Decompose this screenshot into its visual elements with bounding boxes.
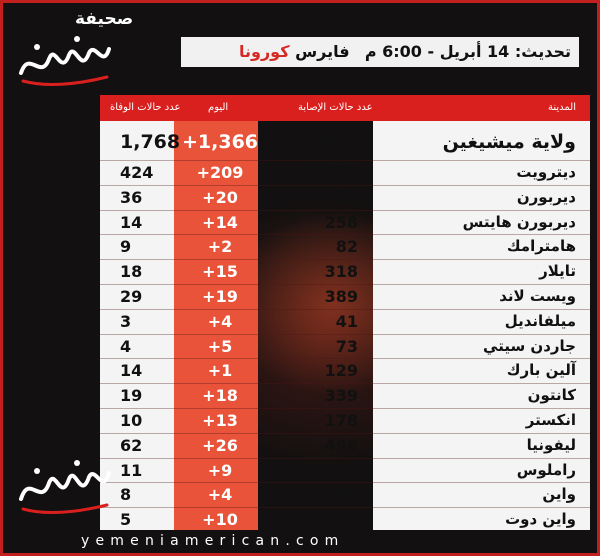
table-row	[100, 260, 590, 284]
city-name: جاردن سيتي	[483, 336, 576, 355]
table-row	[100, 310, 590, 334]
header-deaths: عدد حالات الوفاة	[110, 102, 181, 113]
today-value: +20	[202, 187, 238, 207]
title-name-black: فايرس	[289, 42, 350, 61]
cases-value: 258	[324, 212, 358, 232]
cases-value: 318	[324, 262, 358, 282]
today-value: +19	[202, 287, 238, 306]
city-name: ويست لاند	[499, 287, 576, 305]
cases-value: 73	[335, 336, 358, 356]
table-row	[100, 161, 590, 185]
cases-value: 339	[324, 386, 358, 406]
city-name: ديربورن هايتس	[462, 212, 576, 231]
deaths-value: 11	[120, 460, 143, 480]
today-value: +10	[202, 510, 238, 530]
today-value: +15	[202, 262, 238, 282]
city-name: كانتون	[527, 386, 576, 405]
today-value: +1	[207, 361, 233, 381]
today-value: +14	[202, 212, 238, 232]
cases-value: 27,001	[284, 131, 358, 153]
today-value: +1,366	[182, 131, 259, 153]
deaths-value: 8	[120, 485, 132, 505]
city-name: ديربورن	[516, 187, 576, 206]
city-name: ولاية ميشيغين	[442, 131, 576, 153]
deaths-value: 14	[120, 361, 143, 381]
city-name: آلين بارك	[506, 361, 576, 380]
city-name: انكستر	[525, 411, 576, 429]
table-row	[100, 483, 590, 507]
deaths-value: 3	[120, 311, 132, 331]
today-value: +26	[202, 435, 238, 455]
city-name: ميلفانديل	[504, 311, 576, 330]
deaths-value: 14	[120, 212, 143, 232]
table-row	[100, 384, 590, 408]
cases-value: 129	[324, 361, 358, 381]
today-value: +209	[196, 163, 244, 182]
deaths-value: 18	[120, 262, 143, 282]
table-header	[100, 95, 590, 121]
website-url: yemeniamerican.com	[81, 533, 345, 549]
cases-value: 389	[324, 287, 358, 306]
deaths-value: 19	[120, 386, 143, 406]
table-row	[100, 359, 590, 383]
today-value: +9	[207, 460, 233, 480]
update-time: تحديث: 14 أبريل - 6:00 م	[364, 42, 571, 61]
today-value: +13	[202, 411, 238, 430]
header-city: المدينة	[547, 102, 576, 113]
table-row	[100, 434, 590, 458]
deaths-value: 62	[120, 435, 143, 455]
today-value: +18	[202, 386, 238, 406]
deaths-value: 10	[120, 411, 143, 430]
today-value: +5	[207, 336, 233, 356]
cases-value: 496	[324, 435, 358, 455]
header-today: اليوم	[208, 102, 229, 113]
deaths-value: 4	[120, 336, 132, 356]
table-row	[100, 211, 590, 235]
deaths-value: 9	[120, 237, 132, 257]
city-name: راملوس	[516, 460, 576, 479]
title-bar	[181, 37, 579, 67]
city-name: واين	[542, 485, 576, 504]
today-value: +4	[207, 485, 233, 505]
cases-value: 41	[335, 311, 358, 331]
deaths-value: 1,768	[120, 131, 181, 153]
deaths-value: 36	[120, 187, 143, 207]
header-cases: عدد حالات الإصابة	[298, 102, 373, 113]
city-name: تايلار	[539, 262, 576, 281]
table-row	[100, 409, 590, 433]
cases-value: 92	[335, 510, 358, 530]
city-name: ليفونيا	[526, 435, 576, 454]
table-row	[100, 235, 590, 259]
city-name: ديترويت	[516, 163, 576, 181]
cases-value: 161	[324, 460, 358, 480]
cases-value: 82	[335, 237, 358, 257]
city-name: هامترامك	[506, 237, 576, 256]
deaths-value: 424	[120, 163, 154, 182]
city-name: واين دوت	[505, 510, 576, 529]
newspaper-logo-bottom	[15, 451, 115, 523]
cases-value: 432	[324, 187, 358, 207]
title-name	[239, 42, 350, 61]
deaths-value: 29	[120, 287, 143, 306]
table-row	[100, 186, 590, 210]
table-row	[100, 335, 590, 359]
deaths-value: 5	[120, 510, 132, 530]
brand-label: صحيفة	[75, 9, 134, 29]
cases-value: 7,020	[307, 163, 358, 182]
cases-value: 86	[335, 485, 358, 505]
today-value: +4	[207, 311, 233, 331]
newspaper-logo	[15, 29, 115, 93]
today-value: +2	[207, 237, 233, 257]
total-row	[100, 131, 590, 155]
table-row	[100, 285, 590, 309]
table-row	[100, 459, 590, 483]
cases-value: 178	[324, 411, 358, 430]
table-row	[100, 508, 590, 532]
title-name-red: كورونا	[239, 42, 290, 61]
